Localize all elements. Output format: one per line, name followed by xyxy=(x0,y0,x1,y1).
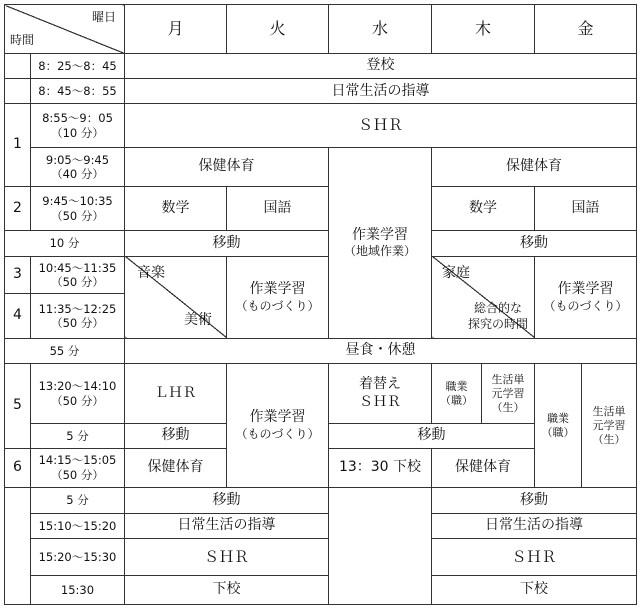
period-number-1: 1 xyxy=(5,104,31,186)
time-cell: 9:05～9:45 （40 分） xyxy=(31,148,125,187)
work-study-fri-cell: 作業学習 （ものづくり） xyxy=(535,256,637,338)
home-economics-label: 家庭 xyxy=(442,264,470,281)
math-thu-cell: 数学 xyxy=(432,186,535,231)
wed-empty-cell xyxy=(329,488,432,605)
schedule-table xyxy=(4,4,637,605)
daily-life-guidance-cell: 日常生活の指導 xyxy=(125,79,637,104)
lunch-time-cell: 55 分 xyxy=(5,338,125,363)
change-shr-wed-cell: 着替え ＳＨＲ xyxy=(329,364,432,424)
time-cell: 8：45～8：55 xyxy=(31,79,125,104)
period-number-5: 5 xyxy=(5,364,31,448)
break-time-cell: 5 分 xyxy=(31,488,125,513)
time-cell: 10:45～11:35 （50 分） xyxy=(31,256,125,294)
pe-mon-cell: 保健体育 xyxy=(125,448,227,488)
shr-mon-tue-cell: ＳＨＲ xyxy=(125,538,329,576)
daily-life-thu-fri-cell: 日常生活の指導 xyxy=(432,513,637,538)
art-label: 美術 xyxy=(184,312,212,329)
day-header-mon: 月 xyxy=(125,5,227,54)
period-number-6: 6 xyxy=(5,448,31,488)
work-study-tue-cell: 作業学習 （ものづくり） xyxy=(227,256,329,338)
shr-thu-fri-cell: ＳＨＲ xyxy=(432,538,637,576)
dismissal-wed-cell: 13：30 下校 xyxy=(329,448,432,488)
lunch-break-cell: 昼食・休憩 xyxy=(125,338,637,363)
period-number-2: 2 xyxy=(5,186,31,231)
time-cell: 15:30 xyxy=(31,576,125,605)
header-corner-cell xyxy=(5,5,125,54)
japanese-fri-cell: 国語 xyxy=(535,186,637,231)
move-mon-tue-end-cell: 移動 xyxy=(125,488,329,513)
life-unit-thu-cell: 生活単 元学習 （生） xyxy=(482,364,535,424)
day-header-fri: 金 xyxy=(535,5,637,54)
period-cell-empty xyxy=(5,79,31,104)
break-time-cell: 5 分 xyxy=(31,424,125,448)
day-header-tue: 火 xyxy=(227,5,329,54)
music-art-mon-cell xyxy=(125,256,227,338)
life-unit-fri-cell: 生活単 元学習 （生） xyxy=(582,364,637,488)
pe-thu-cell: 保健体育 xyxy=(432,448,535,488)
shr-cell: ＳＨＲ xyxy=(125,104,637,148)
period-number-4: 4 xyxy=(5,294,31,339)
vocational-thu-cell: 職業 （職） xyxy=(432,364,482,424)
time-axis-label: 時間 xyxy=(10,32,35,47)
period-cell-empty xyxy=(5,53,31,78)
break-time-cell: 10 分 xyxy=(5,231,125,256)
time-cell: 15:10～15:20 xyxy=(31,513,125,538)
time-cell: 9:45～10:35 （50 分） xyxy=(31,186,125,231)
work-study-wed-cell: 作業学習 （地域作業） xyxy=(329,148,432,339)
dismissal-thu-fri-cell: 下校 xyxy=(432,576,637,605)
move-thu-fri-cell: 移動 xyxy=(432,231,637,256)
work-study-tue-afternoon-cell: 作業学習 （ものづくり） xyxy=(227,364,329,488)
period-number-3: 3 xyxy=(5,256,31,294)
japanese-tue-cell: 国語 xyxy=(227,186,329,231)
time-cell: 14:15～15:05 （50 分） xyxy=(31,448,125,488)
move-thu-fri-end-cell: 移動 xyxy=(432,488,637,513)
dismissal-mon-tue-cell: 下校 xyxy=(125,576,329,605)
day-header-wed: 水 xyxy=(329,5,432,54)
pe-thu-fri-cell: 保健体育 xyxy=(432,148,637,187)
home-inquiry-thu-cell xyxy=(432,256,535,338)
math-mon-cell: 数学 xyxy=(125,186,227,231)
move-mon-cell: 移動 xyxy=(125,424,227,448)
music-label: 音楽 xyxy=(137,264,165,281)
arrival-cell: 登校 xyxy=(125,53,637,78)
time-cell: 8：25～8：45 xyxy=(31,53,125,78)
pe-mon-tue-cell: 保健体育 xyxy=(125,148,329,187)
time-cell: 11:35～12:25 （50 分） xyxy=(31,294,125,339)
day-axis-label: 曜日 xyxy=(91,10,116,24)
integrated-inquiry-label: 総合的な 探究の時間 xyxy=(468,300,529,331)
daily-life-mon-tue-cell: 日常生活の指導 xyxy=(125,513,329,538)
vocational-fri-cell: 職業 （職） xyxy=(535,364,582,488)
time-cell: 15:20～15:30 xyxy=(31,538,125,576)
day-header-thu: 木 xyxy=(432,5,535,54)
time-cell: 8:55～9：05 （10 分） xyxy=(31,104,125,148)
time-cell: 13:20～14:10 （50 分） xyxy=(31,364,125,424)
move-wed-thu-cell: 移動 xyxy=(329,424,535,448)
move-mon-tue-cell: 移動 xyxy=(125,231,329,256)
lhr-mon-cell: ＬＨＲ xyxy=(125,364,227,424)
period-cell-empty xyxy=(5,488,31,605)
